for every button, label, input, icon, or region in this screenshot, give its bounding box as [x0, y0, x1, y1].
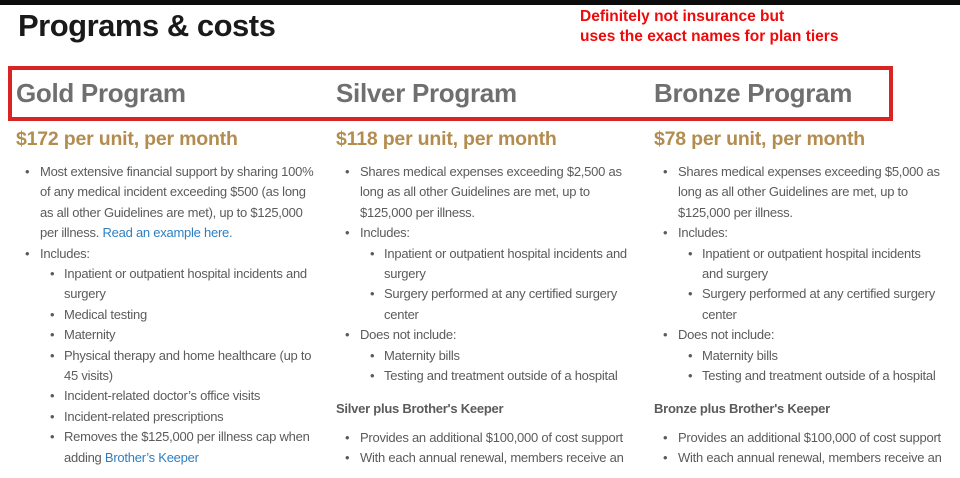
bullet-item: [654, 346, 942, 366]
bullet-item: [336, 346, 636, 366]
program-columns: [16, 66, 960, 469]
bullet-text: Does not include:: [360, 327, 457, 343]
bullet-text: Provides an additional $100,000 of cost support: [678, 429, 941, 445]
program-price-bronze: $78 per unit, per month: [654, 128, 866, 150]
bullet-text: Testing and treatment outside of a hospital: [702, 368, 936, 384]
bullet-text: Includes:: [40, 245, 90, 261]
bullet-text: Incident-related doctor’s office visits: [64, 388, 261, 404]
program-details-gold: [16, 162, 318, 468]
bullet-text: Incident-related prescriptions: [64, 408, 224, 424]
bullet-item: [654, 223, 942, 243]
bullet-item: [336, 162, 636, 223]
program-details-silver: [336, 162, 636, 469]
program-column-silver: [336, 66, 654, 469]
bullet-text: Does not include:: [678, 327, 775, 343]
bullet-item: [336, 244, 636, 285]
bullet-text: Inpatient or outpatient hospital incidents and surgery: [64, 266, 307, 302]
bullet-text: Inpatient or outpatient hospital incidents and surgery: [702, 245, 921, 282]
bullet-item: [336, 223, 636, 243]
bullet-text: Includes:: [678, 225, 728, 241]
bullet-item: [16, 244, 318, 264]
bullet-text: Surgery performed at any certified surgery center: [702, 286, 935, 322]
program-column-bronze: [654, 66, 960, 469]
bullet-text: Medical testing: [64, 306, 147, 322]
bullet-text: Shares medical expenses exceeding $2,500 as long as all other Guidelines are met, up to $125,000 per illness.: [360, 164, 622, 220]
bullet-text: Maternity: [64, 327, 116, 343]
bullet-item: [654, 162, 942, 223]
program-price-gold: $172 per unit, per month: [16, 128, 238, 150]
plus-brothers-keeper-heading: Bronze plus Brother's Keeper: [654, 401, 830, 417]
bullet-text: Provides an additional $100,000 of cost support: [360, 429, 623, 445]
bullet-item: [16, 386, 318, 406]
bullet-item: [654, 244, 942, 285]
plus-brothers-keeper-heading: Silver plus Brother's Keeper: [336, 401, 504, 417]
bullet-text: Surgery performed at any certified surgery center: [384, 286, 617, 322]
text-link[interactable]: Brother’s Keeper: [104, 449, 199, 465]
bullet-item: [654, 325, 942, 345]
bullet-item: [16, 162, 318, 244]
bullet-text: Shares medical expenses exceeding $5,000 as long as all other Guidelines are met, up to $125,000 per illness.: [678, 164, 940, 220]
bullet-item: [336, 325, 636, 345]
program-heading-silver: Silver Program: [336, 78, 517, 108]
program-column-gold: [16, 66, 336, 469]
bullet-text: Physical therapy and home healthcare (up to 45 visits): [64, 347, 312, 384]
bullet-text: With each annual renewal, members receive an: [678, 450, 942, 466]
bullet-item: [654, 284, 942, 325]
bullet-item: [16, 325, 318, 345]
bullet-item: [16, 305, 318, 325]
program-heading-gold: Gold Program: [16, 78, 186, 108]
bullet-item: [336, 284, 636, 325]
bullet-text: Testing and treatment outside of a hospital: [384, 368, 618, 384]
page-title: Programs & costs: [18, 8, 276, 43]
program-heading-bronze: Bronze Program: [654, 78, 853, 108]
annotation-line-2: uses the exact names for plan tiers: [580, 28, 839, 45]
bullet-item: [654, 428, 942, 448]
bullet-item: [16, 346, 318, 387]
bullet-text: Removes the $125,000 per illness cap when adding: [64, 429, 310, 465]
program-price-silver: $118 per unit, per month: [336, 128, 557, 150]
program-details-bronze: [654, 162, 942, 469]
bullet-item: [336, 366, 636, 386]
bullet-item: [336, 428, 636, 448]
text-link[interactable]: Read an example here.: [102, 225, 233, 241]
bullet-text: Maternity bills: [384, 347, 460, 363]
bullet-item: [16, 427, 318, 468]
bullet-item: [16, 407, 318, 427]
bullet-text: With each annual renewal, members receive an: [360, 450, 624, 466]
bullet-text: Includes:: [360, 225, 410, 241]
bullet-text: Inpatient or outpatient hospital incidents and surgery: [384, 245, 627, 282]
bullet-text: Maternity bills: [702, 347, 778, 363]
top-letterbox-bar: [0, 0, 960, 5]
bullet-item: [16, 264, 318, 305]
annotation-note: [580, 7, 838, 47]
bullet-item: [654, 448, 942, 468]
bullet-item: [336, 448, 636, 468]
annotation-line-1: Definitely not insurance but: [580, 8, 785, 25]
bullet-item: [654, 366, 942, 386]
bullet-text: Most extensive financial support by sharing 100% of any medical incident exceeding $500 (as long as all other Guidelines are met), up to $125,000 per illness.: [40, 164, 314, 241]
